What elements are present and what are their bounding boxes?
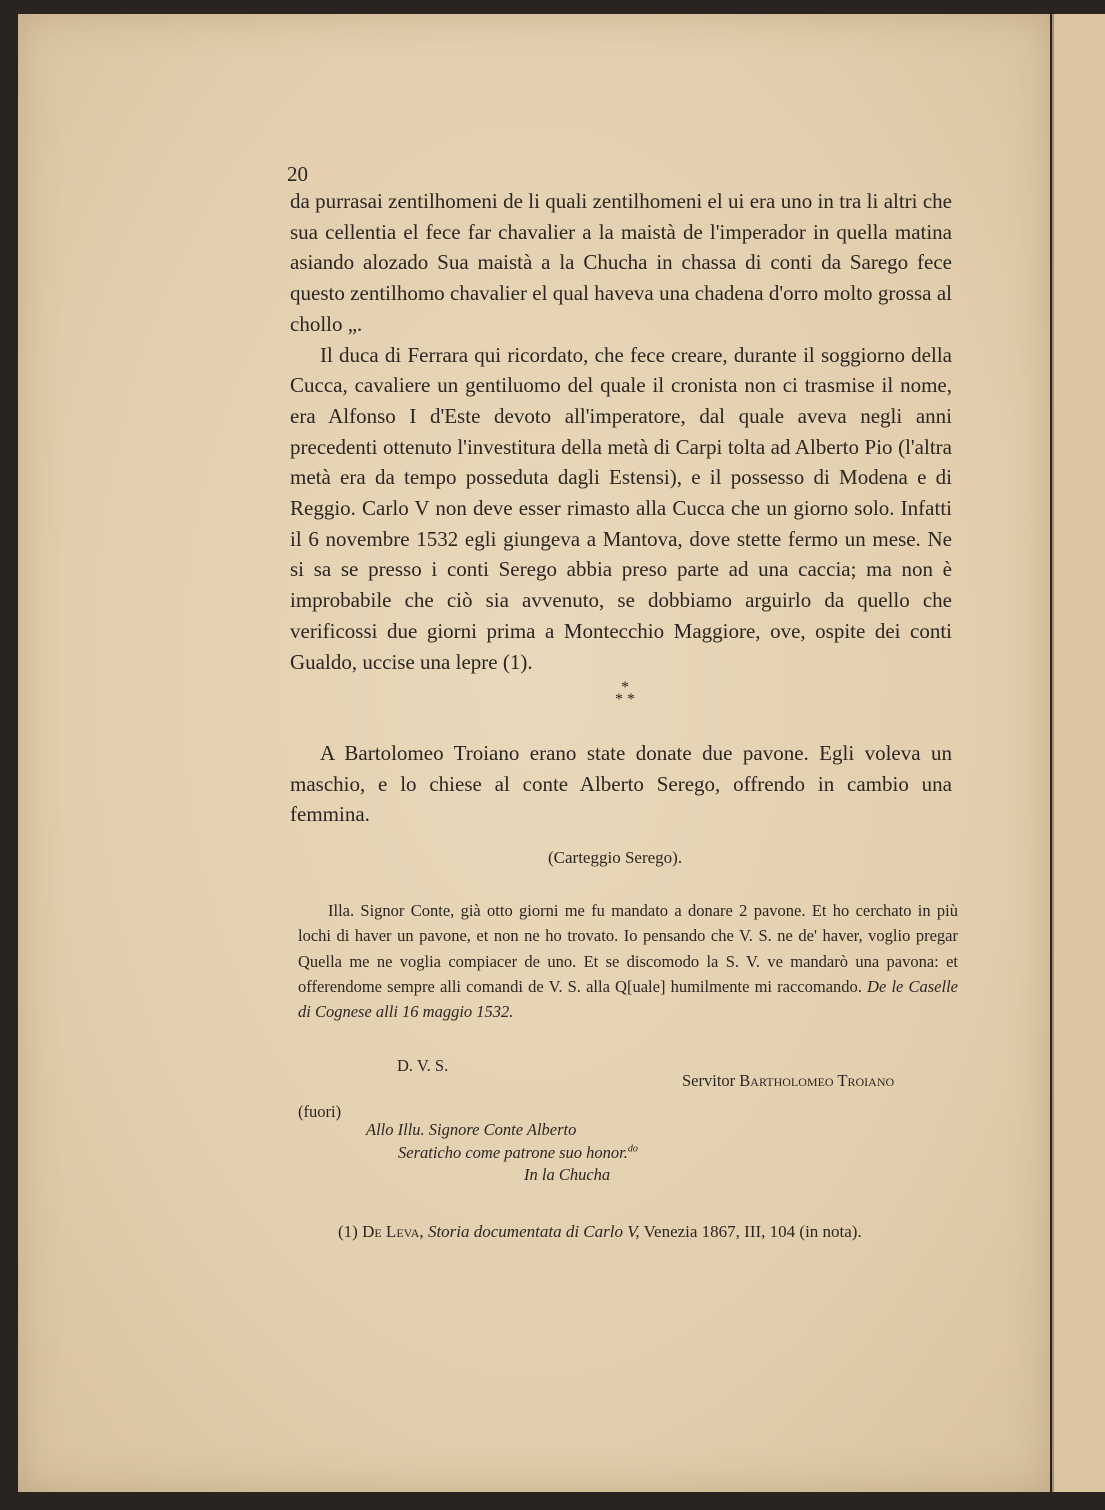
facing-page-edge xyxy=(1052,14,1105,1492)
letter-signature xyxy=(682,1071,894,1091)
asterism-top: * xyxy=(621,679,629,696)
letter-body: Illa. Signor Conte, già otto giorni me fu mandato a donare 2 pavone. Et ho cerchato in più lochi di haver un pavone, et non ne ho trovato. Io pensando che V. S. ne de' haver, voglio pregar Quella me ne voglia compiacer de uno. Et se discomodo la S. V. ve mandarò una pavona: et offerendome sempre alli comandi de V. S. alla Q[uale] humilmente mi raccomando. xyxy=(298,901,958,996)
address-line-2 xyxy=(398,1143,638,1163)
footnote xyxy=(338,1222,862,1242)
page-number: 20 xyxy=(287,162,308,186)
paragraph-3: A Bartolomeo Troiano erano state donate due pavone. Egli voleva un maschio, e lo chiese al conte Alberto Serego, offrendo in cambio una femmina. xyxy=(290,741,952,827)
outside-label: (fuori) xyxy=(298,1102,342,1121)
footnote-author: De Leva, xyxy=(362,1222,424,1241)
letter-closing: D. V. S. xyxy=(397,1056,449,1075)
section-asterism xyxy=(600,679,650,708)
source-citation: (Carteggio Serego). xyxy=(548,848,683,867)
signature-name: Bartholomeo Troiano xyxy=(739,1071,895,1090)
address-line-2-text: Seraticho come patrone suo honor. xyxy=(398,1143,628,1162)
letter-place-date: De le Caselle di Cognese alli 16 maggio 1532. xyxy=(298,976,958,1022)
signature-prefix: Servitor xyxy=(682,1071,736,1090)
address-line-3: In la Chucha xyxy=(524,1165,611,1184)
footnote-details: Venezia 1867, III, 104 (in nota). xyxy=(643,1222,862,1241)
paragraph-1: da purrasai zentilhomeni de li quali zentilhomeni el ui era uno in tra li altri che sua cellentia el fece far chavalier a la maistà de l'imperador in quella matina asiando alozado Sua maistà a la Chucha in chassa di conti da Sarego fece questo zentilhomo chavalier el qual haveva una chadena d'orro molto grossa al chollo „. xyxy=(290,189,952,336)
footnote-title: Storia documentata di Carlo V, xyxy=(427,1222,640,1241)
section-text xyxy=(290,738,952,830)
main-text xyxy=(290,186,952,677)
asterism-bottom: * * xyxy=(615,691,635,708)
footnote-marker: (1) xyxy=(338,1222,358,1241)
letter-text xyxy=(298,898,958,1024)
address-line-1: Allo Illu. Signore Conte Alberto xyxy=(366,1120,577,1139)
address-superscript: do xyxy=(627,1143,638,1155)
paragraph-2: Il duca di Ferrara qui ricordato, che fece creare, durante il soggiorno della Cucca, cavaliere un gentiluomo del quale il cronista non ci trasmise il nome, era Alfonso I d'Este devoto all'imperatore, dal quale aveva negli anni precedenti ottenuto l'investitura della metà di Carpi tolta ad Alberto Pio (l'altra metà era da tempo posseduta dagli Estensi), e il possesso di Modena e di Reggio. Carlo V non deve esser rimasto alla Cucca che un giorno solo. Infatti il 6 novembre 1532 egli giungeva a Mantova, dove stette fermo un mese. Ne si sa se presso i conti Serego abbia preso parte ad una caccia; ma non è improbabile che ciò sia avvenuto, se dobbiamo arguirlo da quello che verificossi due giorni prima a Montecchio Maggiore, ove, ospite dei conti Gualdo, uccise una lepre (1). xyxy=(290,342,952,674)
